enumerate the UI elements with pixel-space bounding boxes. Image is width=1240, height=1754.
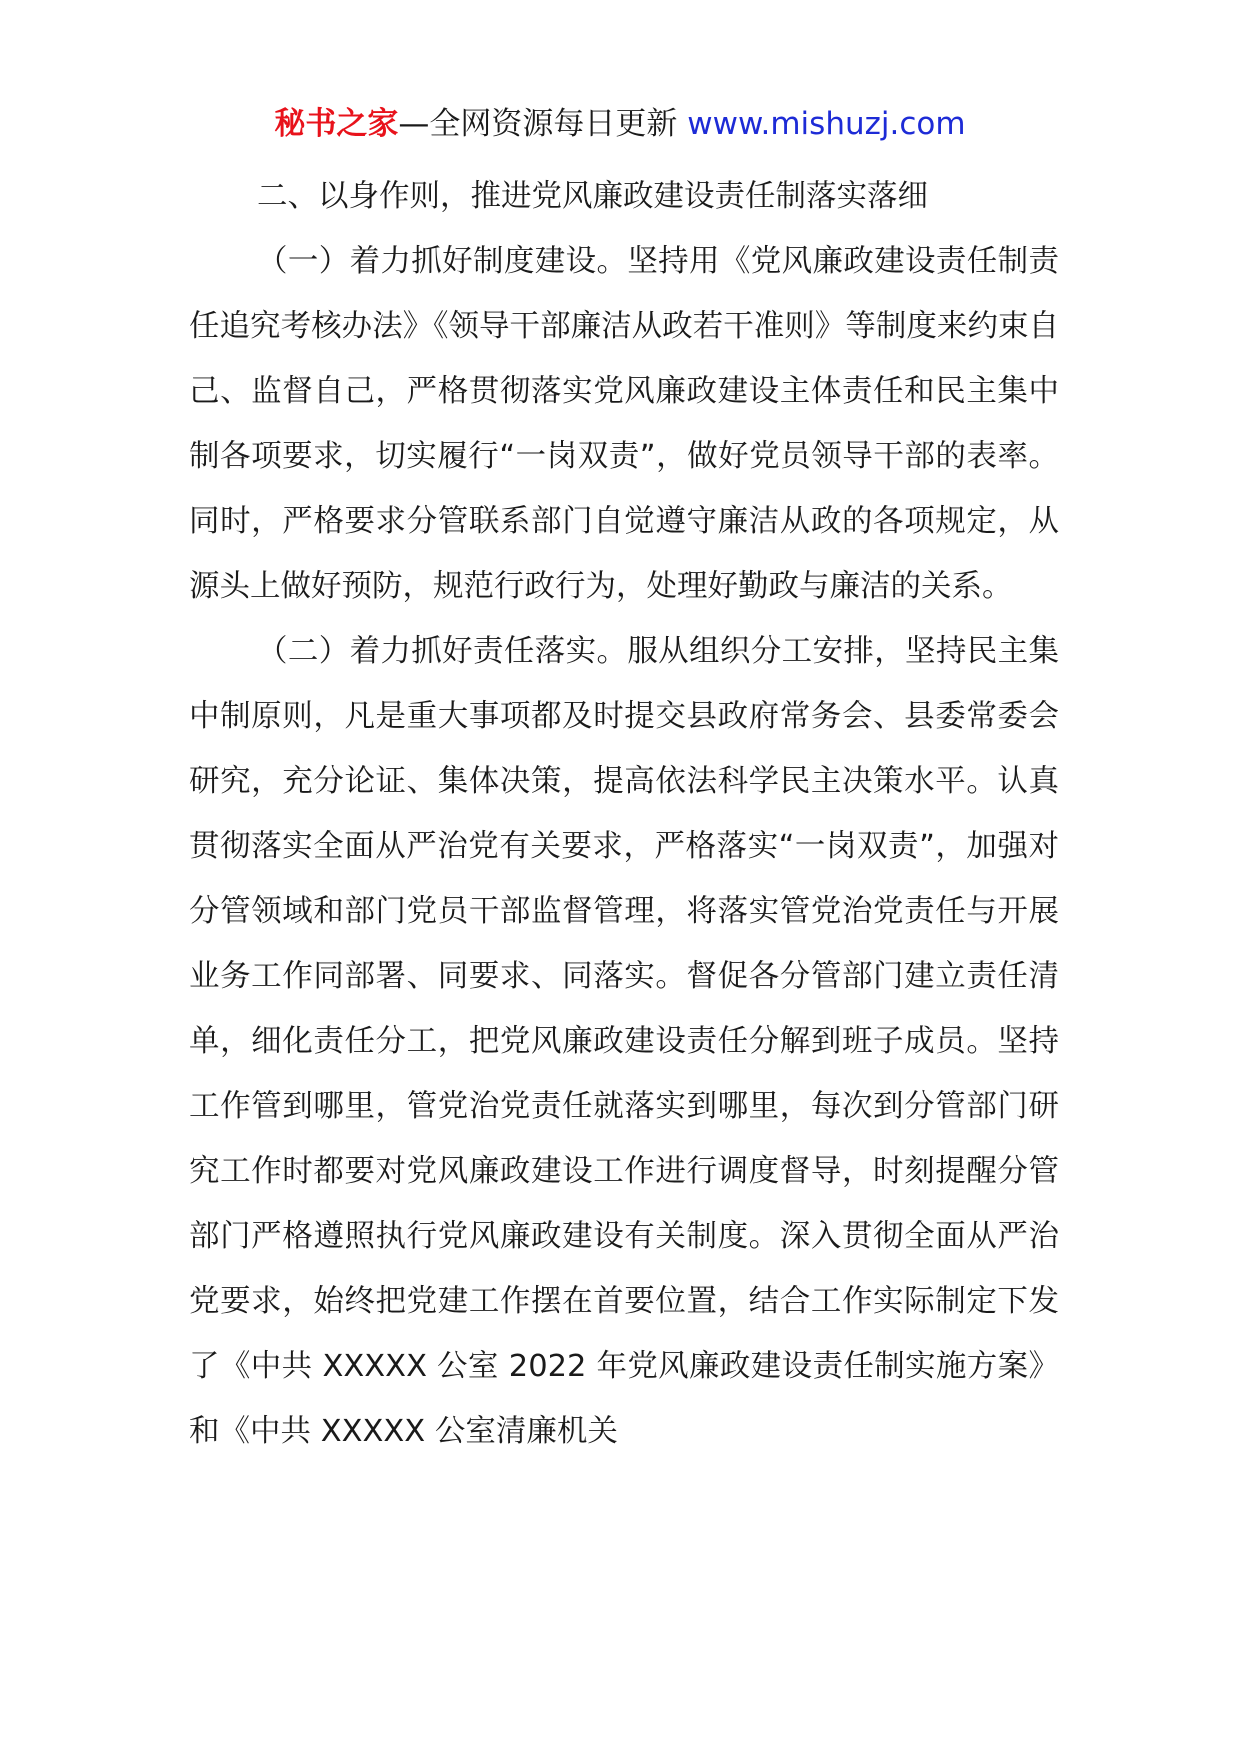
banner-slogan: —全网资源每日更新	[398, 106, 688, 142]
paragraph-institution-building: （一）着力抓好制度建设。坚持用《党风廉政建设责任制责任追究考核办法》《领导干部廉洁从政若干准则》等制度来约束自己、监督自己，严格贯彻落实党风廉政建设主体责任和民主集中制各项要求，切实履行“一岗双责”，做好党员领导干部的表率。同时，严格要求分管联系部门自觉遵守廉洁从政的各项规定，从源头上做好预防，规范行政行为，处理好勤政与廉洁的关系。	[189, 244, 1059, 604]
site-banner	[0, 102, 1240, 146]
document-body	[189, 164, 1059, 1464]
section-heading: 二、以身作则，推进党风廉政建设责任制落实落细	[257, 179, 928, 214]
brand-name: 秘书之家	[274, 106, 399, 142]
paragraph-responsibility-implementation: （二）着力抓好责任落实。服从组织分工安排，坚持民主集中制原则，凡是重大事项都及时提交县政府常务会、县委常委会研究，充分论证、集体决策，提高依法科学民主决策水平。认真贯彻落实全面从严治党有关要求，严格落实“一岗双责”，加强对分管领域和部门党员干部监督管理，将落实管党治党责任与开展业务工作同部署、同要求、同落实。督促各分管部门建立责任清单，细化责任分工，把党风廉政建设责任分解到班子成员。坚持工作管到哪里，管党治党责任就落实到哪里，每次到分管部门研究工作时都要对党风廉政建设工作进行调度督导，时刻提醒分管部门严格遵照执行党风廉政建设有关制度。深入贯彻全面从严治党要求，始终把党建工作摆在首要位置，结合工作实际制定下发了《中共 XXXXX 公室 2022 年党风廉政建设责任制实施方案》和《中共 XXXXX 公室清廉机关	[189, 634, 1059, 1449]
site-url-link[interactable]: www.mishuzj.com	[687, 106, 966, 142]
